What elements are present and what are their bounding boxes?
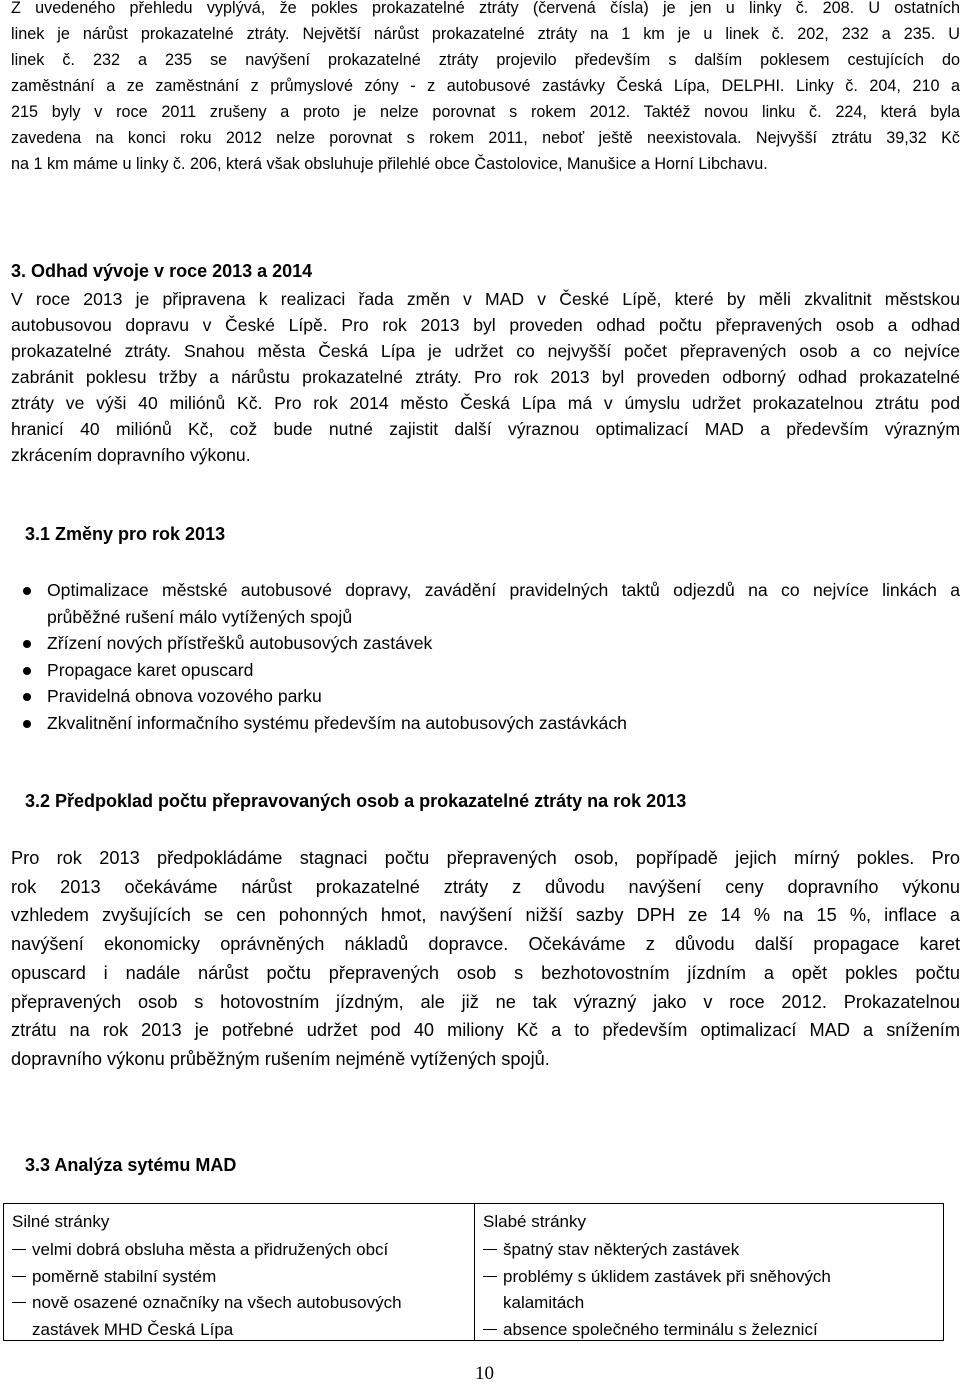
list-item-text: Propagace karet opuscard — [47, 659, 254, 680]
bullet-icon — [23, 720, 31, 728]
list-item-text: zastávek MHD Česká Lípa — [32, 1319, 234, 1339]
text-line: zabránit poklesu tržby a nárůstu prokazatelné ztráty. Pro rok 2013 byl proveden odborný odhad prokazatelné — [11, 367, 960, 387]
section-3-2-heading: 3.2 Předpoklad počtu přepravovaných osob a prokazatelné ztráty na rok 2013 — [25, 791, 687, 811]
list-item-text: problémy s úklidem zastávek při sněhových — [503, 1266, 831, 1286]
list-item-text: nově osazené označníky na všech autobusových — [32, 1293, 402, 1312]
section-3-1-heading: 3.1 Změny pro rok 2013 — [25, 524, 226, 544]
list-item — [11, 683, 960, 710]
list-item-text: průběžné rušení málo vytížených spojů — [47, 606, 353, 627]
text-line: autobusovou dopravu v České Lípě. Pro rok 2013 byl proveden odhad počtu přepravených osob a odhad — [11, 315, 960, 335]
text-line: ztráty ve výši 40 miliónů Kč. Pro rok 2014 město Česká Lípa má v úmyslu udržet prokazatelnou ztrátu pod — [11, 393, 960, 413]
text-line: Pro rok 2013 předpokládáme stagnaci počtu přepravených osob, popřípadě jejich mírný pokles. Pro — [11, 848, 960, 868]
text-line: 215 byly v roce 2011 zrušeny a proto je nelze porovnat s rokem 2012. Taktéž novou linku č. 224, která byla — [11, 103, 960, 121]
list-item-text: kalamitách — [503, 1293, 585, 1312]
page-number: 10 — [475, 1363, 494, 1384]
list-item-text: Zřízení nových přístřešků autobusových zastávek — [47, 633, 433, 653]
list-item — [11, 577, 960, 630]
list-item-text: Optimalizace městské autobusové dopravy, zavádění pravidelných taktů odjezdů na co nejvíce linkách a — [47, 580, 960, 600]
text-line: ztrátu na rok 2013 je potřebné udržet pod 40 miliony Kč a to především optimalizací MAD a snížením — [11, 1020, 960, 1041]
list-item — [483, 1317, 831, 1344]
weaknesses-title: Slabé stránky — [483, 1212, 586, 1231]
list-item — [11, 657, 960, 684]
dash-icon — [483, 1276, 497, 1277]
text-line: vzhledem zvyšujících se cen pohonných hmot, navýšení nižší sazby DPH ze 14 % na 15 %, inflace a — [11, 905, 960, 926]
swot-table — [3, 1203, 944, 1341]
text-line: rok 2013 očekáváme nárůst prokazatelné ztráty z důvodu navýšení ceny dopravního výkonu — [11, 876, 960, 897]
weaknesses-column — [475, 1204, 943, 1340]
dash-icon — [12, 1249, 26, 1250]
section-3-heading: 3. Odhad vývoje v roce 2013 a 2014 — [11, 261, 313, 281]
weaknesses-list — [483, 1237, 831, 1343]
list-item-text: absence společného terminálu s železnicí — [503, 1319, 818, 1339]
list-item — [11, 630, 960, 657]
text-line: na 1 km máme u linky č. 206, která však obsluhuje přilehlé obce Častolovice, Manušice a Horní Libchavu. — [11, 155, 768, 173]
section-3-2-paragraph — [11, 844, 960, 1074]
text-line: dopravního výkonu průběžným rušením nejméně vytížených spojů. — [11, 1048, 550, 1069]
list-item — [12, 1290, 402, 1317]
list-item — [12, 1237, 402, 1264]
text-line: přepravených osob s hotovostním jízdným, ale již ne tak výrazný jako v roce 2012. Prokazatelnou — [11, 991, 960, 1012]
list-item-text: Zkvalitnění informačního systému především na autobusových zastávkách — [47, 712, 627, 733]
dash-icon — [12, 1302, 26, 1303]
text-line: linek č. 232 a 235 se navýšení prokazatelné ztráty projevilo především s dalším poklesem cestujících do — [11, 51, 960, 69]
list-item — [11, 710, 960, 737]
text-line: navýšení ekonomicky oprávněných nákladů dopravce. Očekáváme z důvodu další propagace karet — [11, 934, 960, 955]
list-item-text: Pravidelná obnova vozového parku — [47, 686, 322, 706]
text-line: opuscard i nadále nárůst počtu přepravených osob s bezhotovostním jízdním a opět pokles počtu — [11, 962, 960, 983]
list-item — [12, 1264, 402, 1291]
text-line: hranicí 40 miliónů Kč, což bude nutné zajistit další výraznou optimalizací MAD a především výrazným — [11, 419, 960, 439]
bullet-icon — [23, 693, 31, 701]
text-line: zkrácením dopravního výkonu. — [11, 445, 251, 465]
list-item — [483, 1264, 831, 1291]
dash-icon — [12, 1276, 26, 1277]
strengths-title: Silné stránky — [12, 1212, 110, 1231]
strengths-list — [12, 1237, 402, 1343]
text-line: zavedena na konci roku 2012 nelze porovnat s rokem 2011, neboť ještě neexistovala. Nejvyšší ztrátu 39,32 Kč — [11, 129, 960, 147]
intro-paragraph — [11, 0, 960, 177]
text-line: Z uvedeného přehledu vyplývá, že pokles prokazatelné ztráty (červená čísla) je jen u linky č. 208. U ostatních — [11, 0, 960, 17]
list-item — [483, 1237, 831, 1264]
section-3-3-heading: 3.3 Analýza sytému MAD — [25, 1155, 237, 1175]
dash-icon — [483, 1249, 497, 1250]
list-item-continuation — [483, 1290, 831, 1317]
bullet-icon — [23, 587, 31, 595]
dash-icon — [483, 1329, 497, 1330]
text-line: zaměstnání a ze zaměstnání z průmyslové zóny - z autobusové zastávky Česká Lípa, DELPHI. Linky č. 204, 210 a — [11, 77, 960, 95]
section-3-paragraph — [11, 286, 960, 468]
bullet-icon — [23, 667, 31, 675]
text-line: prokazatelné ztráty. Snahou města Česká Lípa je udržet co nejvyšší počet přepravených osob a co nejvíce — [11, 341, 960, 361]
list-item-continuation — [12, 1317, 402, 1344]
list-item-text: špatný stav některých zastávek — [503, 1240, 740, 1259]
bullet-icon — [23, 640, 31, 648]
list-item-text: poměrně stabilní systém — [32, 1266, 217, 1286]
changes-list — [11, 577, 960, 736]
text-line: V roce 2013 je připravena k realizaci řada změn v MAD v České Lípě, které by měli zkvalitnit městskou — [11, 289, 960, 309]
list-item-text: velmi dobrá obsluha města a přidružených obcí — [32, 1240, 389, 1259]
strengths-column — [4, 1204, 475, 1340]
text-line: linek je nárůst prokazatelné ztráty. Největší nárůst prokazatelné ztráty na 1 km je u linek č. 202, 232 a 235. U — [11, 25, 960, 43]
